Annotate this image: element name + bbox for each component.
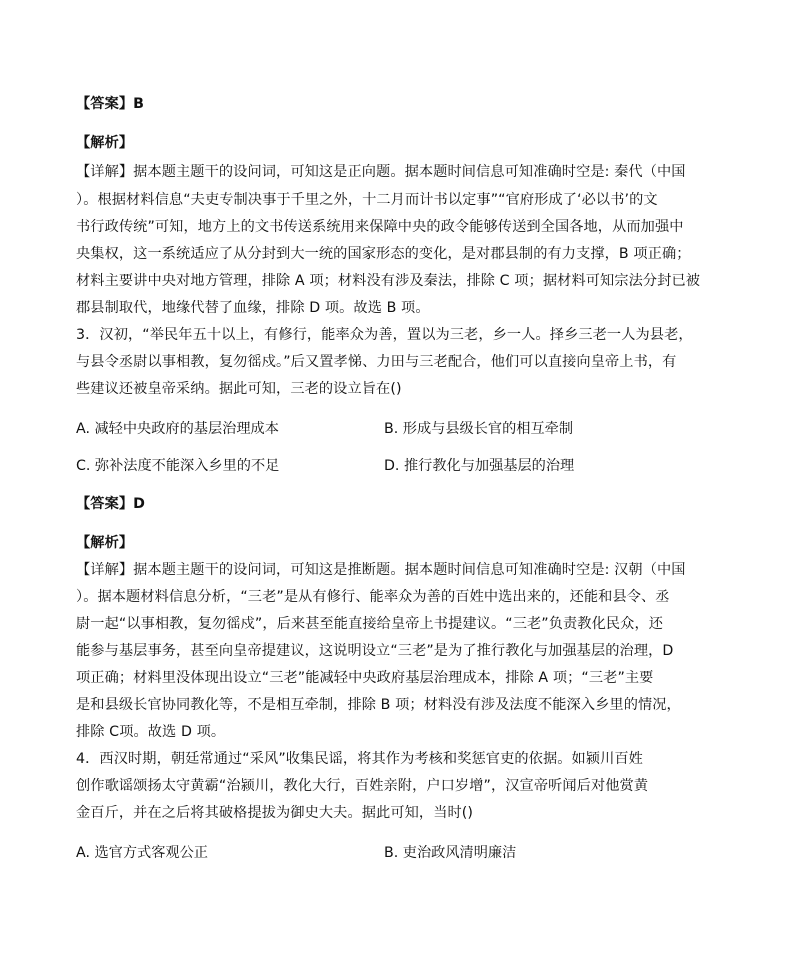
analysis-2-line: 能参与基层事务，甚至向皇帝提建议，这说明设立“三老”是为了推行教化与加强基层的治理，D — [76, 643, 674, 659]
analysis-label-1: 【解析】 — [76, 135, 134, 151]
analysis-2-line: 【详解】据本题主题干的设问词，可知这是推断题。据本题时间信息可知准确时空是: 汉朝（中国 — [76, 562, 686, 578]
question-4-option-b: B. 吏治政风清明廉洁 — [384, 845, 517, 861]
question-4-line: 4．西汉时期，朝廷常通过“采风”收集民谣，将其作为考核和奖惩官吏的依据。如颍川百姓 — [76, 751, 643, 767]
analysis-1-line: ）。根据材料信息“夫吏专制决事于千里之外，十二月而计书以定事”“官府形成了‘必以书’的文 — [76, 192, 658, 208]
answer-1 — [76, 94, 716, 114]
question-3-line: 些建议还被皇帝采纳。据此可知，三老的设立旨在() — [76, 381, 402, 397]
analysis-1-line: 书行政传统”可知，地方上的文书传送系统用来保障中央的政令能够传送到全国各地，从而加强中 — [76, 219, 684, 235]
answer-value: B — [133, 96, 145, 112]
answer-label: 【答案】 — [76, 96, 134, 112]
analysis-label-2: 【解析】 — [76, 535, 134, 551]
question-4-line: 创作歌谣颂扬太守黄霸“治颍川，教化大行，百姓亲附，户口岁增”，汉宣帝听闻后对他赏黄 — [76, 778, 649, 794]
question-4-line: 金百斤，并在之后将其破格提拔为御史大夫。据此可知，当时() — [76, 805, 474, 821]
analysis-1-line: 郡县制取代，地缘代替了血缘，排除 D 项。故选 B 项。 — [76, 300, 430, 316]
question-3-option-a: A. 减轻中央政府的基层治理成本 — [76, 421, 279, 437]
analysis-2-line: 项正确；材料里没体现出设立“三老”能减轻中央政府基层治理成本，排除 A 项；“三老”主要 — [76, 670, 654, 686]
answer-value: D — [133, 496, 146, 512]
question-3-line: 与县令丞尉以事相教，复勿徭戍。”后又置孝悌、力田与三老配合，他们可以直接向皇帝上书，有 — [76, 354, 677, 370]
analysis-2-line: 是和县级长官协同教化等，不是相互牵制，排除 B 项；材料没有涉及法度不能深入乡里的情况， — [76, 697, 681, 713]
analysis-1-line: 材料主要讲中央对地方管理，排除 A 项；材料没有涉及秦法，排除 C 项；据材料可知宗法分封已被 — [76, 273, 701, 289]
answer-label: 【答案】 — [76, 496, 134, 512]
analysis-2-line: 尉一起“以事相教，复勿徭戍”，后来甚至能直接给皇帝上书提建议。“三老”负责教化民众，还 — [76, 616, 664, 632]
question-3-line: 3．汉初，“举民年五十以上，有修行，能率众为善，置以为三老，乡一人。择乡三老一人为县老， — [76, 327, 693, 343]
analysis-1-line: 央集权，这一系统适应了从分封到大一统的国家形态的变化，是对郡县制的有力支撑，B 项正确； — [76, 246, 691, 262]
analysis-2-line: 排除 C项。故选 D 项。 — [76, 724, 226, 740]
analysis-2-line: ）。据本题材料信息分析，“三老”是从有修行、能率众为善的百姓中选出来的，还能和县令、丞 — [76, 589, 670, 605]
analysis-1-line: 【详解】据本题主题干的设问词，可知这是正向题。据本题时间信息可知准确时空是: 秦代（中国 — [76, 164, 686, 180]
answer-2 — [76, 494, 716, 514]
question-3-option-d: D. 推行教化与加强基层的治理 — [384, 458, 575, 474]
question-3-option-c: C. 弥补法度不能深入乡里的不足 — [76, 458, 280, 474]
question-3-option-b: B. 形成与县级长官的相互牵制 — [384, 421, 574, 437]
question-4-option-a: A. 选官方式客观公正 — [76, 845, 208, 861]
